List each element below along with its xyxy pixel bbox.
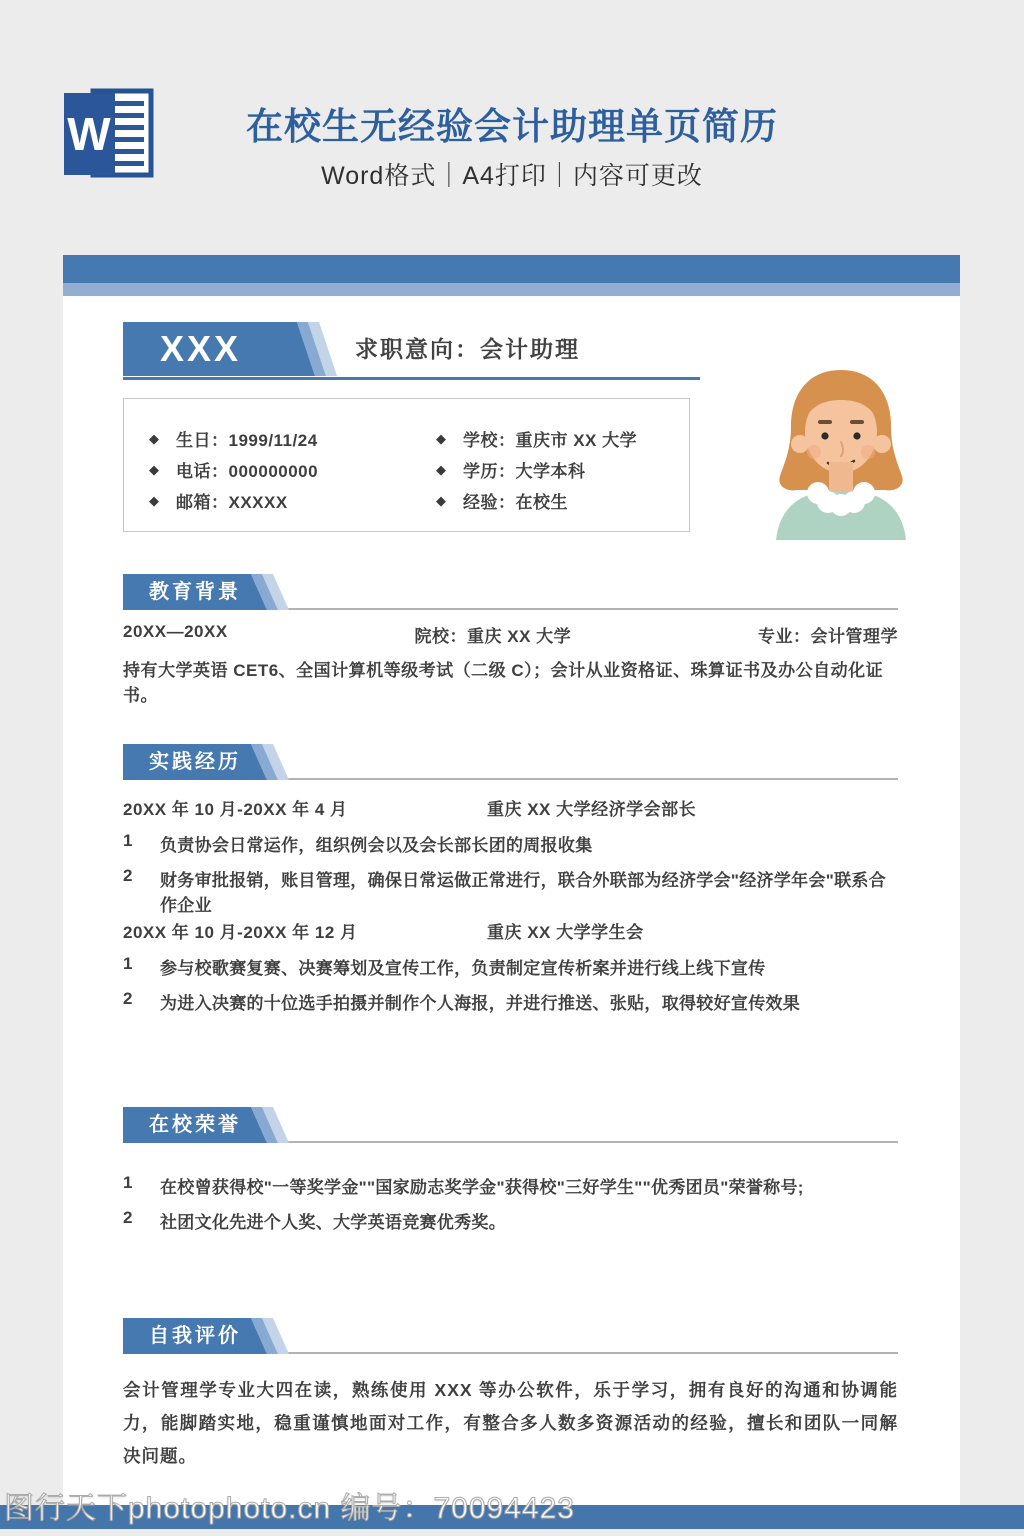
section-title: 自我评价 xyxy=(149,1325,241,1347)
top-banner-bar xyxy=(63,255,960,283)
top-banner-strip xyxy=(63,283,960,296)
item-number: 1 xyxy=(123,1173,133,1192)
section-title: 实践经历 xyxy=(149,751,241,773)
diamond-bullet-icon: ◆ xyxy=(436,492,446,508)
contact-column-left xyxy=(149,423,436,531)
section-title: 在校荣誉 xyxy=(149,1114,241,1136)
self-evaluation-text: 会计管理学专业大四在读，熟练使用 XXX 等办公软件，乐于学习，拥有良好的沟通和协调能力，能脚踏实地，稳重谨慎地面对工作，有整合多人数多资源活动的经验，擅长和团队一同解决问题。 xyxy=(123,1380,898,1466)
svg-text:W: W xyxy=(67,108,111,160)
section-header-self-evaluation xyxy=(123,1318,898,1354)
diamond-bullet-icon: ◆ xyxy=(149,430,159,446)
education-school: 院校：重庆 XX 大学 xyxy=(414,627,572,646)
contact-experience: 经验：在校生 xyxy=(463,493,568,512)
item-text: 在校曾获得校"一等奖学金""国家励志奖学金"获得校"三好学生""优秀团员"荣誉称号; xyxy=(160,1178,804,1197)
section-header-honors xyxy=(123,1107,898,1143)
education-period: 20XX—20XX xyxy=(123,622,228,641)
contact-birthday: 生日：1999/11/24 xyxy=(176,431,318,450)
experience-organization: 重庆 XX 大学学生会 xyxy=(487,923,644,942)
item-number: 1 xyxy=(123,831,133,850)
item-text: 参与校歌赛复赛、决赛筹划及宣传工作，负责制定宣传析案并进行线上线下宣传 xyxy=(160,959,766,978)
section-header-education xyxy=(123,574,898,610)
experience-period: 20XX 年 10 月-20XX 年 12 月 xyxy=(123,923,358,942)
item-number: 2 xyxy=(123,1208,133,1227)
diamond-bullet-icon: ◆ xyxy=(149,492,159,508)
item-number: 2 xyxy=(123,989,133,1008)
education-major: 专业：会计管理学 xyxy=(758,627,898,646)
template-title: 在校生无经验会计助理单页简历 xyxy=(246,106,778,147)
item-text: 负责协会日常运作，组织例会以及会长部长团的周报收集 xyxy=(160,836,593,855)
experience-item xyxy=(123,831,898,856)
candidate-name: XXX xyxy=(160,328,242,369)
name-underline xyxy=(123,377,700,380)
honor-item xyxy=(123,1173,898,1198)
profile-avatar-illustration xyxy=(770,364,912,540)
experience-period: 20XX 年 10 月-20XX 年 4 月 xyxy=(123,800,348,819)
item-text: 为进入决赛的十位选手拍摄并制作个人海报，并进行推送、张贴，取得较好宣传效果 xyxy=(160,994,801,1013)
experience-item xyxy=(123,866,898,916)
item-text: 财务审批报销，账目管理，确保日常运做正常进行，联合外联部为经济学会"经济学年会"联系合作企业 xyxy=(160,871,887,915)
experience-item xyxy=(123,989,898,1014)
section-header-experience xyxy=(123,744,898,780)
diamond-bullet-icon: ◆ xyxy=(436,430,446,446)
education-certificates: 持有大学英语 CET6、全国计算机等级考试（二级 C）；会计从业资格证、珠算证书及办公自动化证书。 xyxy=(123,661,884,705)
diamond-bullet-icon: ◆ xyxy=(436,461,446,477)
contact-row-experience xyxy=(436,485,637,516)
contact-row-birthday xyxy=(149,423,436,454)
contact-info-box xyxy=(123,398,690,532)
contact-phone: 电话：000000000 xyxy=(176,462,319,481)
contact-school: 学校：重庆市 XX 大学 xyxy=(463,431,638,450)
contact-column-right xyxy=(436,423,637,531)
template-subtitle: Word格式｜A4打印｜内容可更改 xyxy=(321,162,703,190)
contact-degree: 学历：大学本科 xyxy=(463,462,586,481)
experience-entry-header xyxy=(123,918,898,943)
item-number: 1 xyxy=(123,954,133,973)
item-text: 社团文化先进个人奖、大学英语竞赛优秀奖。 xyxy=(160,1213,506,1232)
contact-email: 邮箱：XXXXX xyxy=(176,493,288,512)
contact-row-school xyxy=(436,423,637,454)
diamond-bullet-icon: ◆ xyxy=(149,461,159,477)
item-number: 2 xyxy=(123,866,133,885)
experience-organization: 重庆 XX 大学经济学会部长 xyxy=(487,800,697,819)
experience-item xyxy=(123,954,898,979)
section-title: 教育背景 xyxy=(149,581,241,603)
contact-row-phone xyxy=(149,454,436,485)
contact-row-degree xyxy=(436,454,637,485)
education-summary-row xyxy=(123,622,898,647)
job-objective: 求职意向：会计助理 xyxy=(355,336,580,362)
honor-item xyxy=(123,1208,898,1233)
contact-row-email xyxy=(149,485,436,516)
watermark-text: 图行天下photophoto.cn 编号：70094423 xyxy=(4,1492,575,1525)
experience-entry-header xyxy=(123,795,898,820)
